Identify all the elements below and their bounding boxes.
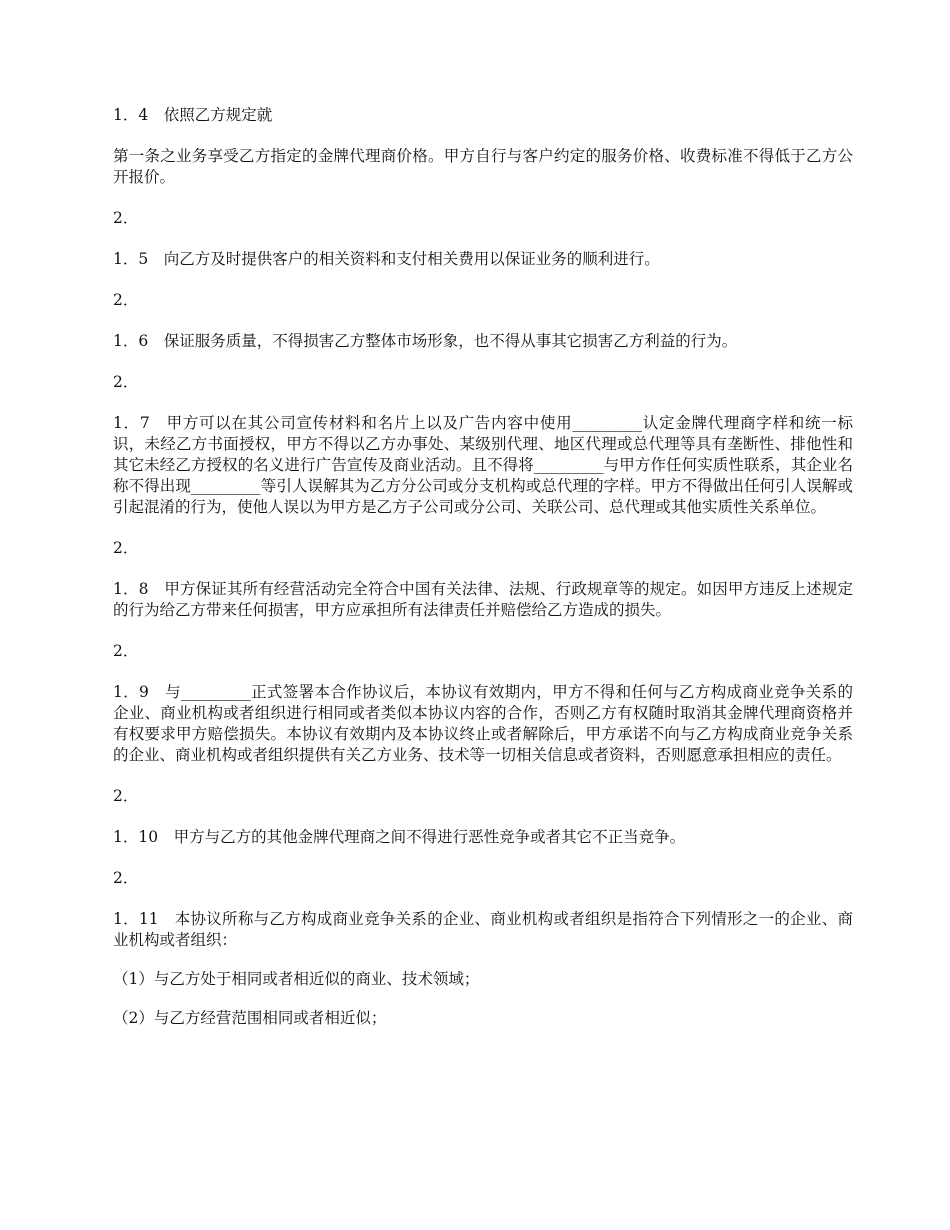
paragraph-section-2-marker: 2．	[113, 209, 139, 227]
paragraph-1-4: 1．4 依照乙方规定就	[113, 106, 273, 124]
paragraph-1-6: 1．6 保证服务质量，不得损害乙方整体市场形象，也不得从事其它损害乙方利益的行为。	[113, 332, 738, 350]
document-body	[113, 105, 853, 1047]
list-item-2: （2）与乙方经营范围相同或者相近似；	[113, 1009, 387, 1027]
paragraph-section-2-marker: 2．	[113, 373, 139, 391]
paragraph-section-2-marker: 2．	[113, 291, 139, 309]
paragraph-1-8: 1．8 甲方保证其所有经营活动完全符合中国有关法律、法规、行政规章等的规定。如因甲方违反上述规定的行为给乙方带来任何损害，甲方应承担所有法律责任并赔偿给乙方造成的损失。	[113, 580, 853, 619]
paragraph-1-5: 1．5 向乙方及时提供客户的相关资料和支付相关费用以保证业务的顺利进行。	[113, 250, 660, 268]
paragraph-1-10: 1．10 甲方与乙方的其他金牌代理商之间不得进行恶性竞争或者其它不正当竞争。	[113, 828, 686, 846]
paragraph-1-7: 1．7 甲方可以在其公司宣传材料和名片上以及广告内容中使用_________认定金牌代理商字样和统一标识，未经乙方书面授权，甲方不得以乙方办事处、某级别代理、地区代理或总代理等具有垄断性、排他性和其它未经乙方授权的名义进行广告宣传及商业活动。且不得将_________与甲方作任何实质性联系，其企业名称不得出现_________等引人误解其为乙方分公司或分支机构或总代理的字样。甲方不得做出任何引人误解或引起混淆的行为，使他人误以为甲方是乙方子公司或分公司、关联公司、总代理或其他实质性关系单位。	[113, 414, 853, 516]
list-item-1: （1）与乙方处于相同或者相近似的商业、技术领域；	[113, 970, 480, 988]
paragraph-article-1-pricing: 第一条之业务享受乙方指定的金牌代理商价格。甲方自行与客户约定的服务价格、收费标准不得低于乙方公开报价。	[113, 147, 853, 186]
paragraph-1-11: 1．11 本协议所称与乙方构成商业竞争关系的企业、商业机构或者组织是指符合下列情形之一的企业、商业机构或者组织：	[113, 910, 853, 949]
paragraph-section-2-marker: 2．	[113, 539, 139, 557]
paragraph-section-2-marker: 2．	[113, 869, 139, 887]
paragraph-section-2-marker: 2．	[113, 787, 139, 805]
paragraph-section-2-marker: 2．	[113, 642, 139, 660]
paragraph-1-9: 1．9 与_________正式签署本合作协议后，本协议有效期内，甲方不得和任何与乙方构成商业竞争关系的企业、商业机构或者组织进行相同或者类似本协议内容的合作，否则乙方有权随时取消其金牌代理商资格并有权要求甲方赔偿损失。本协议有效期内及本协议终止或者解除后，甲方承诺不向与乙方构成商业竞争关系的企业、商业机构或者组织提供有关乙方业务、技术等一切相关信息或者资料，否则愿意承担相应的责任。	[113, 683, 853, 764]
